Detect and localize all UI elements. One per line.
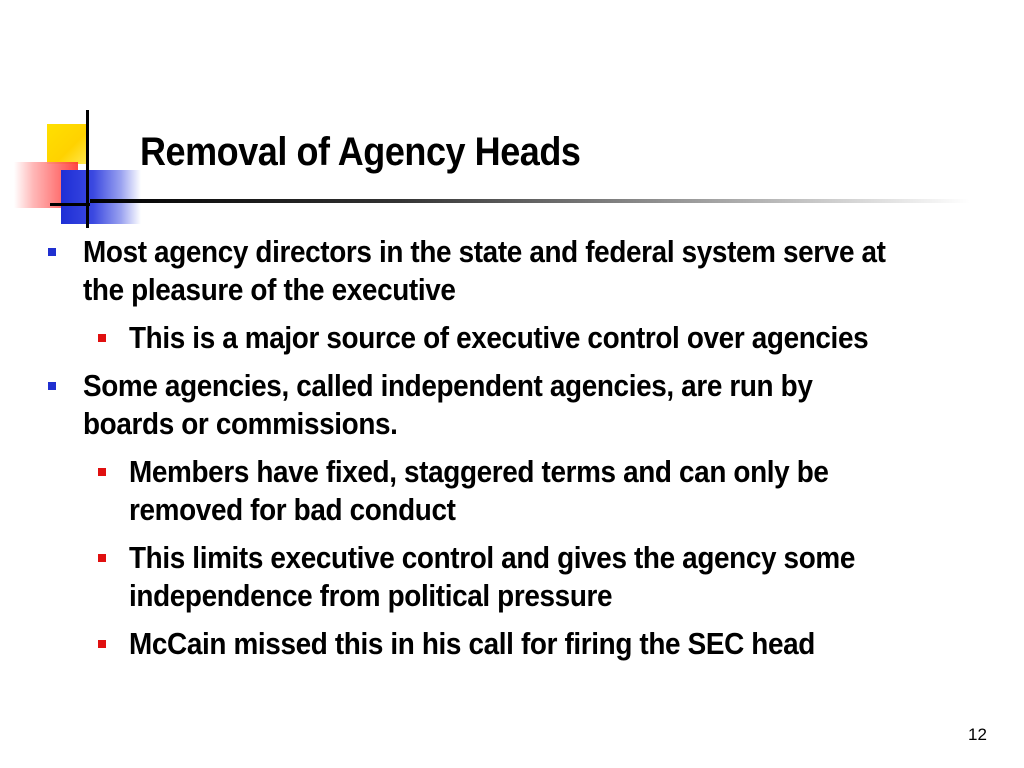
sub-bullet-text: Members have fixed, staggered terms and can only be removed for bad conduct [129, 454, 829, 527]
slide-title: Removal of Agency Heads [140, 130, 581, 174]
title-underline-rule [90, 199, 970, 203]
bullet-item [40, 367, 1000, 443]
sub-bullet-item [40, 319, 1000, 357]
sub-bullet-item [40, 539, 1000, 615]
vertical-rule [86, 110, 89, 228]
sub-bullet-text: This is a major source of executive control over agencies [129, 320, 869, 355]
bullet-text: Some agencies, called independent agencies, are run by boards or commissions. [83, 368, 813, 441]
square-bullet-icon [48, 248, 56, 256]
decorative-squares-logo [0, 100, 150, 240]
sub-bullet-text: This limits executive control and gives the agency some independence from political pressure [129, 540, 856, 613]
bullet-text: Most agency directors in the state and federal system serve at the pleasure of the executive [83, 234, 886, 307]
sub-bullet-item [40, 453, 1000, 529]
square-bullet-icon [98, 640, 106, 648]
short-horizontal-rule [50, 203, 90, 206]
sub-bullet-item [40, 625, 1000, 663]
square-bullet-icon [98, 554, 106, 562]
page-number: 12 [968, 725, 987, 744]
square-bullet-icon [48, 382, 56, 390]
sub-bullet-text: McCain missed this in his call for firing the SEC head [129, 626, 815, 661]
bullet-list [40, 233, 1000, 673]
bullet-item [40, 233, 1000, 309]
yellow-square [47, 124, 87, 164]
square-bullet-icon [98, 334, 106, 342]
square-bullet-icon [98, 468, 106, 476]
blue-square [61, 170, 141, 224]
